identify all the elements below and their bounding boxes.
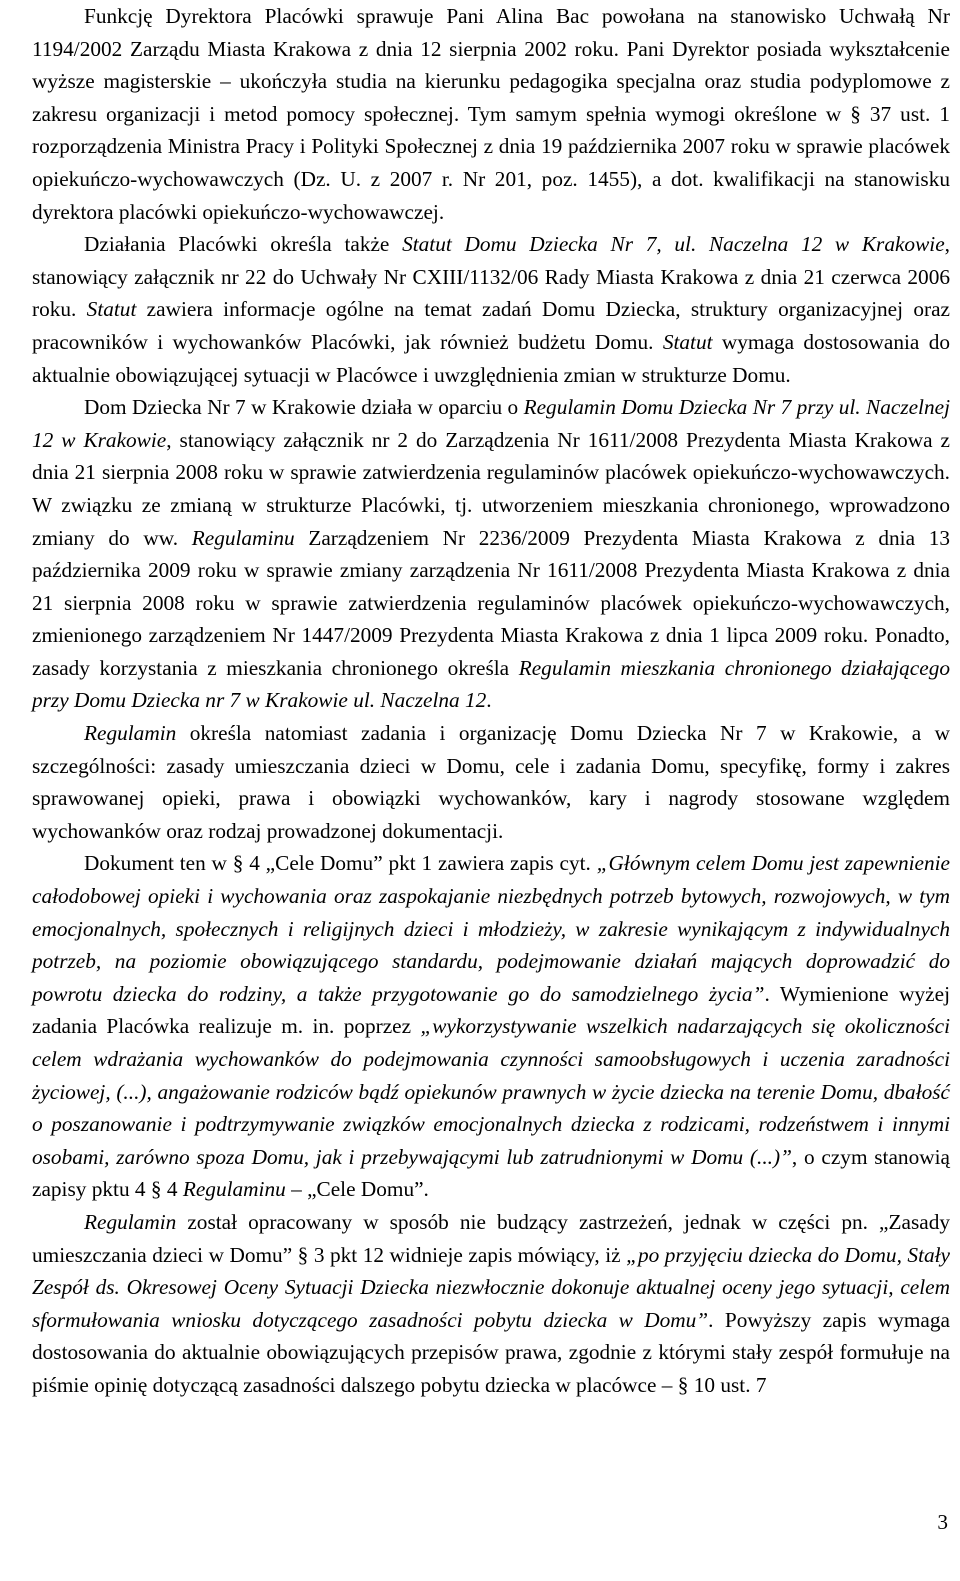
text-run: zawiera informacje ogólne na temat zadań Domu Dziecka, struktury organizacyjnej oraz pracowników i wychowanków Placówki, jak również budżetu Domu. (32, 297, 951, 354)
paragraph-regulations (32, 391, 950, 717)
text-run: . Wymienione wyżej zadania Placówka realizuje m. in. poprzez (32, 981, 950, 1039)
text-run: wymaga dostosowania do aktualnie obowiązującej sytuacji w Placówce i uwzględnienia zmian w strukturze Domu. (32, 329, 950, 387)
italic-text-run: „Głównym celem Domu jest zapewnienie całodobowej opieki i wychowania oraz zaspokajanie niezbędnych potrzeb bytowych, rozwojowych, w tym emocjonalnych, społecznych i religijnych dzieci i młodzieży, w zakresie wynikającym z indywidualnych potrzeb, na poziomie obowiązującego standardu, podejmowanie działań mających doprowadzić do powrotu dziecka do rodziny, a także przygotowanie go do samodzielnego życia” (32, 851, 950, 1006)
text-run: określa natomiast zadania i organizację Domu Dziecka Nr 7 w Krakowie, a w szczególności: zasady umieszczania dzieci w Domu, cele i zadania Domu, specyfikę, formy i zakres sprawowanej opieki, prawa i obowiązki wychowanków, kary i nagrody stosowane względem wychowanków oraz rodzaj prowadzonej dokumentacji. (32, 721, 950, 843)
text-run: Zarządzeniem Nr 2236/2009 Prezydenta Miasta Krakowa z dnia 13 października 2009 roku w sprawie zmiany zarządzenia Nr 1611/2008 Prezydenta Miasta Krakowa z dnia 21 sierpnia 2008 roku w sprawie zatwierdzenia regulaminów placówek opiekuńczo-wychowawczych, zmienionego zarządzeniem Nr 1447/2009 Prezydenta Miasta Krakowa z dnia 1 lipca 2009 roku. Ponadto, zasady korzystania z mieszkania chronionego określa (32, 525, 950, 680)
italic-text-run: „po przyjęciu dziecka do Domu, Stały Zespół ds. Okresowej Oceny Sytuacji Dziecka niezwłocznie dokonuje aktualnej oceny jego sytuacji, celem sformułowania wniosku dotyczącego zasadności pobytu dziecka w Domu” (32, 1242, 951, 1332)
text-run: , o czym stanowią zapisy pktu 4 § 4 (32, 1144, 950, 1202)
italic-text-run: „wykorzystywanie wszelkich nadarzających się okoliczności celem wdrażania wychowanków do podejmowania czynności samoobsługowych i uczenia zaradności życiowej, (...), angażowanie rodziców bądź opiekunów prawnych w życie dziecka na terenie Domu, dbałość o poszanowanie i podtrzymywanie związków emocjonalnych dziecka z rodzicami, rodzeństwem i innymi osobami, zarówno spoza Domu, jak i przebywającymi lub zatrudnionymi w Domu (...)” (32, 1014, 950, 1169)
text-run: . Powyższy zapis wymaga dostosowania do aktualnie obowiązujących przepisów prawa, zgodnie z którymi stały zespół formułuje na piśmie opinię dotyczącą zasadności dalszego pobytu dziecka w placówce – § 10 ust. 7 (32, 1307, 950, 1397)
text-run: Dokument ten w § 4 „Cele Domu” pkt 1 zawiera zapis cyt. (84, 851, 597, 876)
italic-text-run: Regulaminu (182, 1177, 286, 1202)
text-run: Dom Dziecka Nr 7 w Krakowie działa w oparciu o (84, 395, 524, 420)
text-run: , stanowiący załącznik nr 22 do Uchwały Nr CXIII/1132/06 Rady Miasta Krakowa z dnia 21 czerwca 2006 roku. (32, 232, 950, 322)
text-run: Funkcję Dyrektora Placówki sprawuje Pani Alina Bac powołana na stanowisko Uchwałą Nr 1194/2002 Zarządu Miasta Krakowa z dnia 12 sierpnia 2002 roku. Pani Dyrektor posiada wykształcenie wyższe magisterskie – ukończyła studia na kierunku pedagogika specjalna oraz studia podyplomowe z zakresu organizacji i metod pomocy społecznej. Tym samym spełnia wymogi określone w § 37 ust. 1 rozporządzenia Ministra Pracy i Polityki Społecznej z dnia 19 października 2007 roku w sprawie placówek opiekuńczo-wychowawczych (Dz. U. z 2007 r. Nr 201, poz. 1455), a dot. kwalifikacji na stanowisku dyrektora placówki opiekuńczo-wychowawczej. (32, 4, 950, 224)
paragraph-statute (32, 228, 950, 391)
text-run: , stanowiący załącznik nr 2 do Zarządzenia Nr 1611/2008 Prezydenta Miasta Krakowa z dnia 21 sierpnia 2008 roku w sprawie zatwierdzenia regulaminów placówek opiekuńczo-wychowawczych. W związku ze zmianą w strukturze Placówki, tj. utworzeniem mieszkania chronionego, wprowadzono zmiany do ww. (32, 427, 951, 550)
text-run: . (486, 688, 492, 713)
text-run: Działania Placówki określa także (84, 232, 403, 257)
page-number: 3 (937, 1510, 948, 1534)
italic-text-run: Statut Domu Dziecka Nr 7, ul. Naczelna 12 w Krakowie (402, 232, 945, 257)
italic-text-run: Statut (86, 297, 137, 322)
document-page (32, 0, 950, 1402)
text-run: został opracowany w sposób nie budzący zastrzeżeń, jednak w części pn. „Zasady umieszczania dzieci w Domu” § 3 pkt 12 widnieje zapis mówiący, iż (32, 1209, 950, 1267)
italic-text-run: Statut (662, 329, 713, 354)
paragraph-admission-rules (32, 1206, 950, 1402)
italic-text-run: Regulaminu (191, 525, 295, 550)
italic-text-run: Regulamin Domu Dziecka Nr 7 przy ul. Naczelnej 12 w Krakowie (32, 395, 950, 452)
italic-text-run: Regulamin (84, 721, 177, 746)
italic-text-run: Regulamin (84, 1209, 177, 1234)
paragraph-regulations-scope (32, 717, 950, 847)
paragraph-goals (32, 847, 950, 1206)
paragraph-director (32, 0, 950, 228)
text-run: – „Cele Domu”. (285, 1177, 429, 1202)
italic-text-run: Regulamin mieszkania chronionego działającego przy Domu Dziecka nr 7 w Krakowie ul. Naczelna 12 (32, 655, 950, 713)
